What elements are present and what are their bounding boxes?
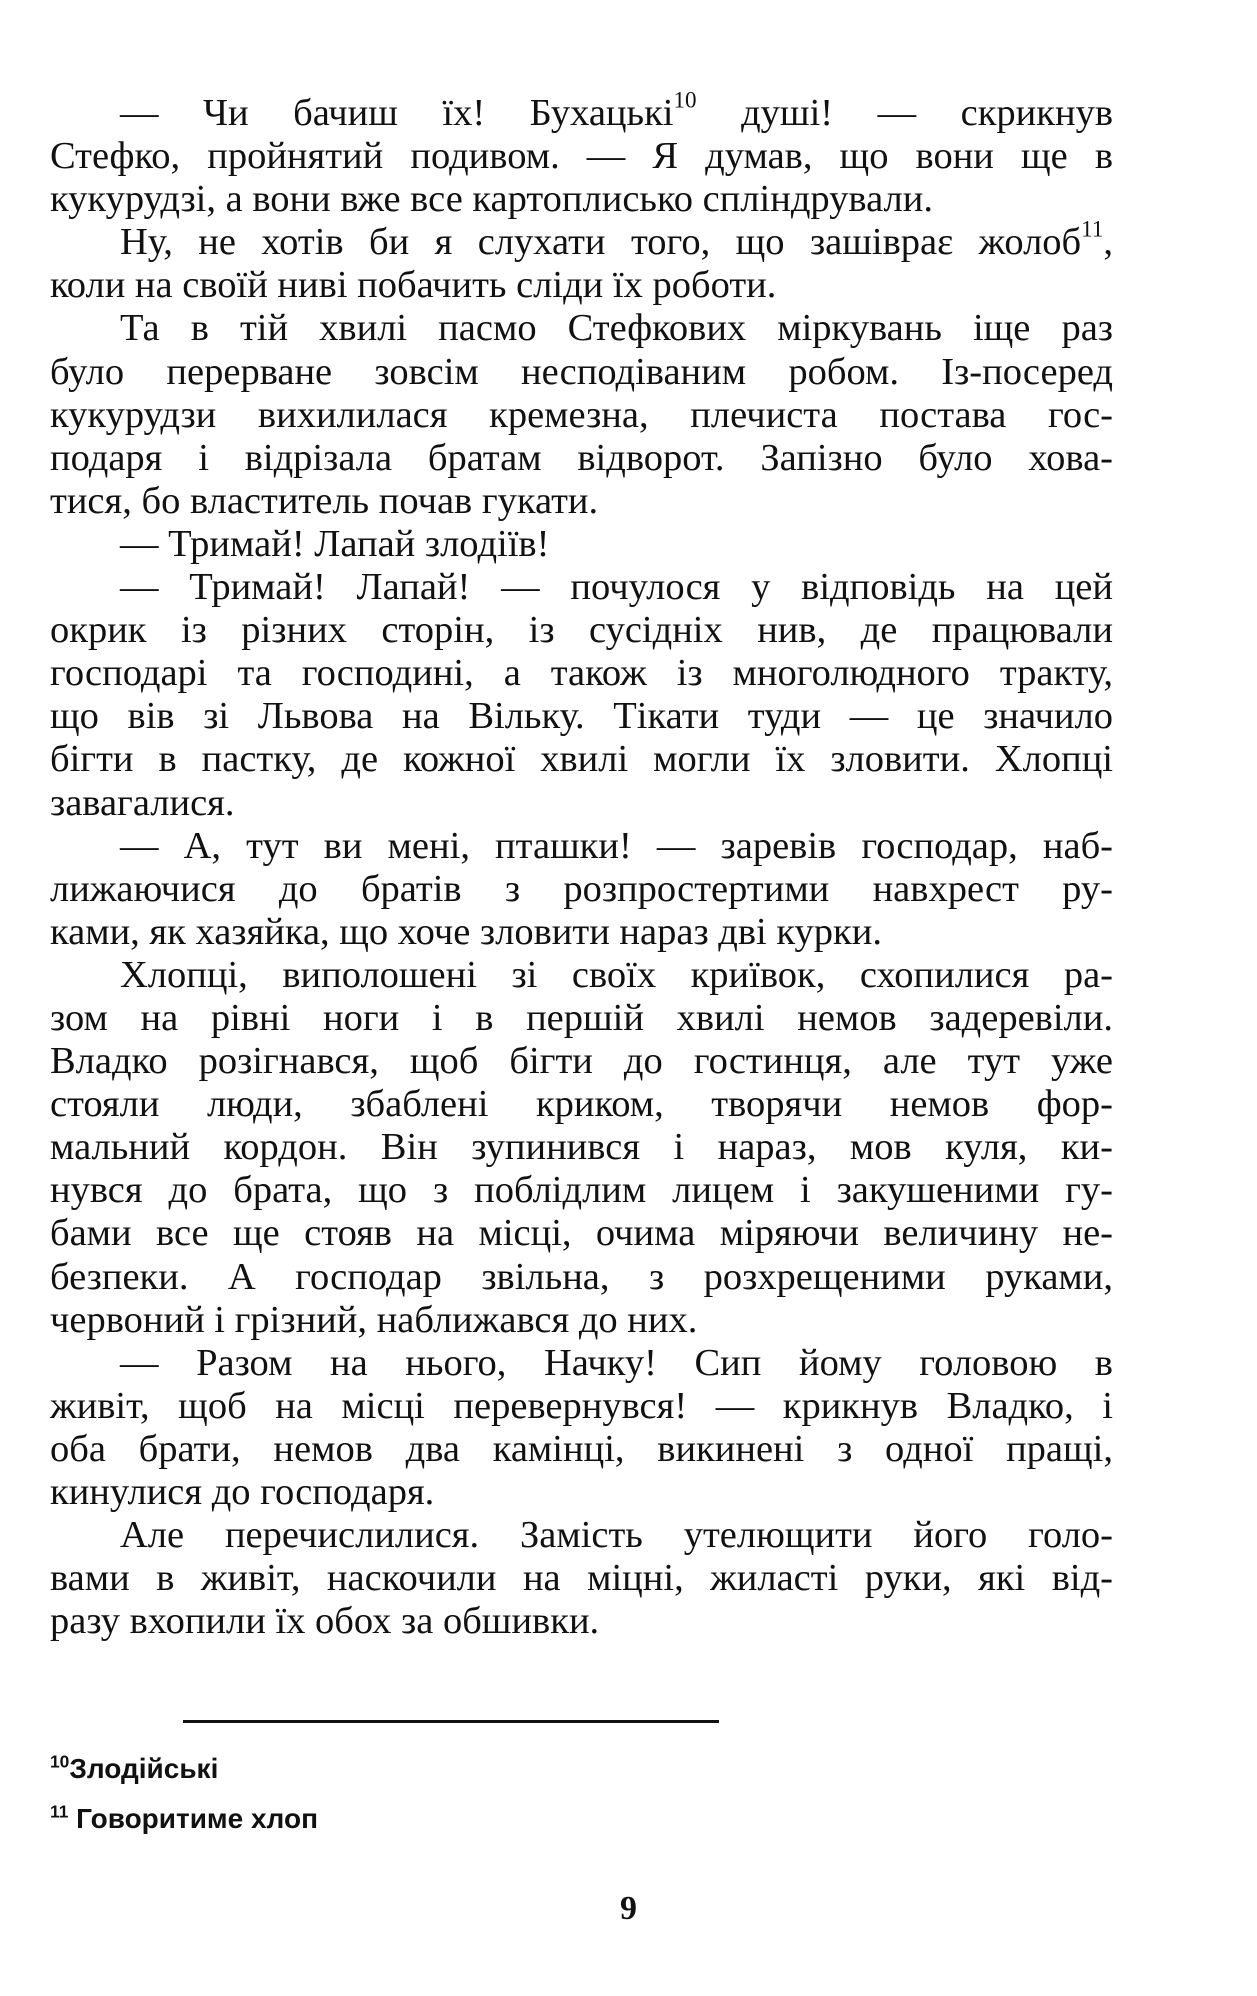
text-line: окрик із різних сторін, із сусідніх нив, де працювали	[50, 609, 1113, 652]
text-line: Ну, не хотів би я слухати того, що зашівраε жолоб$^{11}$,	[120, 215, 1113, 264]
text-line: кукурудзі, а вони вже все картоплисько сплiндрували.	[50, 178, 933, 221]
text-line: коли на своїй ниві побачить сліди їх роботи.	[50, 264, 777, 307]
text-line: — Чи бачиш їх! Бухацькі$^{10}$ душі! — скрикнув	[120, 86, 1113, 134]
text-line: стояли люди, збаблені криком, творячи немов фор-	[50, 1083, 1113, 1126]
text-line: бами все ще стояв на місці, очима міряючи величину не-	[50, 1212, 1113, 1255]
text-line: бігти в пастку, де кожної хвилі могли їх зловити. Хлопці	[50, 738, 1113, 781]
text-line: червоний і грізний, наближався до них.	[50, 1298, 698, 1341]
text-line: Та в тій хвилі пасмо Стефкових міркувань іще раз	[120, 307, 1113, 350]
footnotes	[50, 1744, 750, 1844]
text-line: кинулися до господаря.	[50, 1471, 435, 1513]
footnote-text: Говоритиме хлоп	[76, 1803, 318, 1834]
footnote-11	[50, 1794, 750, 1844]
text-line: тися, бо властитель почав гукати.	[50, 479, 599, 522]
text-line: живіт, щоб на місці перевернувся! — крикнув Владко, і	[50, 1384, 1113, 1427]
text-line: господарі та господині, а також із многолюдного тракту,	[50, 652, 1113, 695]
text-line: оба брати, немов два камінці, викинені з одної пращі,	[50, 1427, 1113, 1470]
text-line: Але перечислилися. Замість утелющити його голо-	[120, 1514, 1113, 1557]
body-text	[50, 86, 1113, 1643]
footnote-10	[50, 1744, 750, 1794]
footnote-number: 10	[50, 1751, 70, 1772]
text-line: лижаючися до братів з розпростертими навхрест ру-	[50, 867, 1113, 910]
text-line: Стефко, пройнятий подивом. — Я думав, що вони ще в	[50, 135, 1113, 178]
footnote-ref-10: 10	[673, 86, 697, 113]
text-line: безпеки. А господар звільна, з розхрещеними руками,	[50, 1255, 1113, 1298]
text-line: мальний кордон. Він зупинився і нараз, мов куля, ки-	[50, 1126, 1113, 1169]
text-line: Владко розігнався, щоб бігти до гостинця, але тут уже	[50, 1040, 1113, 1083]
text-line: завагалися.	[50, 781, 235, 824]
text-line: вами в живіт, наскочили на міцні, жиласті руки, які від-	[50, 1557, 1113, 1600]
footnote-separator	[183, 1720, 719, 1723]
text-line: — Тримай! Лапай злодіїв!	[120, 522, 550, 565]
text-line: — Тримай! Лапай! — почулося у відповідь на цей	[120, 566, 1113, 609]
text-line: нувся до брата, що з поблідлим лицем і закушеними гу-	[50, 1169, 1113, 1212]
footnote-text: Злодійські	[69, 1753, 219, 1784]
footnote-ref-11: 11	[1081, 215, 1104, 242]
page-number: 9	[620, 1890, 637, 1927]
text-line: — А, тут ви мені, пташки! — заревів господар, наб-	[120, 824, 1113, 867]
text-line: подаря і відрізала братам відворот. Запізно було хова-	[50, 436, 1113, 479]
text-line: було перерване зовсім несподіваним робом. Із-посеред	[50, 350, 1113, 393]
footnote-number: 11	[50, 1801, 69, 1822]
text-line: зом на рівні ноги і в першій хвилі немов задеревіли.	[50, 996, 1113, 1039]
text-line: що вів зі Львова на Вільку. Тікати туди — це значило	[50, 695, 1113, 738]
text-line: кукурудзи вихилилася кремезна, плечиста постава гос-	[50, 393, 1113, 436]
text-line: Хлопці, виполошені зі своїх криївок, схопилися ра-	[120, 953, 1113, 996]
text-line: разу вхопили їх обох за обшивки.	[50, 1600, 600, 1643]
text-line: — Разом на нього, Начку! Сип йому головою в	[120, 1341, 1113, 1384]
text-line: ками, як хазяйка, що хоче зловити нараз дві курки.	[50, 910, 882, 953]
